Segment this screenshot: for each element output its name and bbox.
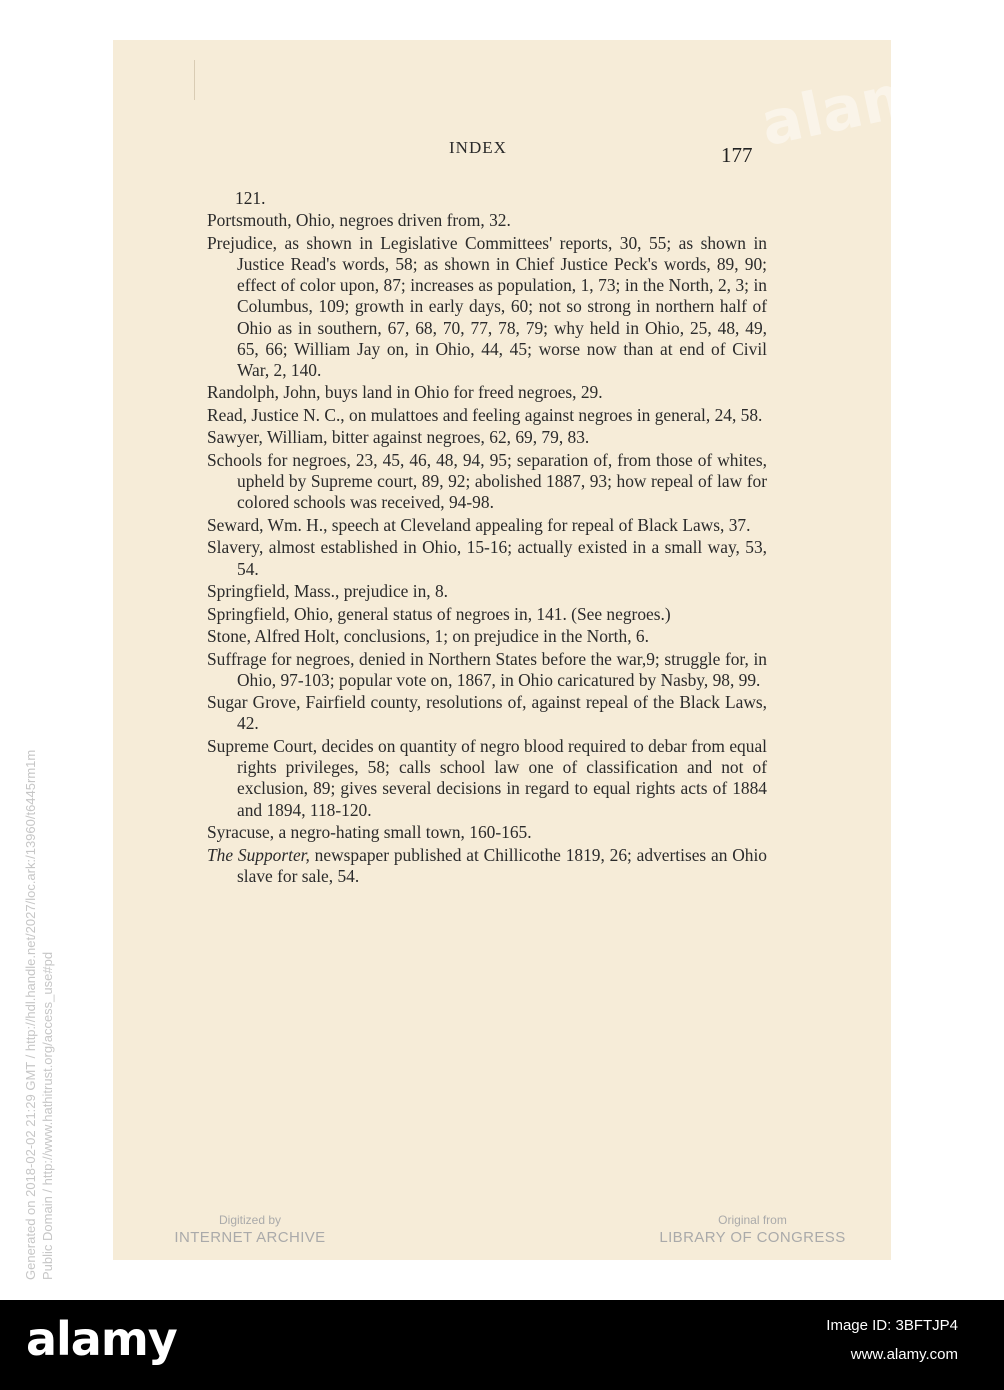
page-fold-line: [194, 60, 195, 100]
index-entry: Stone, Alfred Holt, conclusions, 1; on prejudice in the North, 6.: [207, 626, 649, 647]
watermark-line-1: Generated on 2018-02-02 21:29 GMT / http://hdl.handle.net/2027/loc.ark:/13960/t6445rm1m: [23, 749, 38, 1280]
index-entry: Supreme Court, decides on quantity of negro blood required to debar from equal rights privileges, 58; calls school law one of classification and not of exclusion, 89; gives several decisions in regard to equal rights acts of 1884 and 1894, 118-120.: [207, 735, 767, 820]
watermark-line-2: Public Domain / http://www.hathitrust.org/access_use#pd: [40, 951, 55, 1280]
index-entry: Randolph, John, buys land in Ohio for freed negroes, 29.: [207, 382, 603, 403]
footer-left-source: INTERNET ARCHIVE: [174, 1229, 326, 1246]
footer-left-caption: Digitized by: [218, 1213, 282, 1227]
page-header-title: INDEX: [449, 138, 507, 157]
hathitrust-side-watermark: [22, 750, 56, 1280]
page-number: 177: [721, 143, 753, 167]
stock-image-id: Image ID: 3BFTJP4: [826, 1317, 958, 1334]
index-entry: Schools for negroes, 23, 45, 46, 48, 94, 95; separation of, from those of whites, upheld by Supreme court, 89, 92; abolished 1887, 93; how repeal of law for colored schools was received, 94-98.: [207, 449, 767, 513]
entry-text: newspaper published at Chillicothe 1819, 26; advertises an Ohio slave for sale, 54.: [237, 844, 767, 886]
index-entry: Springfield, Ohio, general status of negroes in, 141. (See negroes.): [207, 603, 671, 624]
stock-watermark-overlay: alamy: [754, 49, 969, 161]
index-entry: Springfield, Mass., prejudice in, 8.: [207, 581, 449, 602]
index-entry: Suffrage for negroes, denied in Northern States before the war,9; struggle for, in Ohio, 97-103; popular vote on, 1867, in Ohio caricatured by Nasby, 98, 99.: [207, 648, 767, 690]
stock-logo: alamy: [26, 1312, 177, 1366]
index-entry: Portsmouth, Ohio, negroes driven from, 32.: [207, 210, 511, 231]
index-entry: Read, Justice N. C., on mulattoes and feeling against negroes in general, 24, 58.: [207, 404, 763, 425]
index-entry: Seward, Wm. H., speech at Cleveland appealing for repeal of Black Laws, 37.: [207, 514, 751, 535]
index-entry: Sugar Grove, Fairfield county, resolutions of, against repeal of the Black Laws, 42.: [207, 692, 767, 734]
newspaper-title: The Supporter,: [207, 844, 310, 865]
index-entry-last: [207, 845, 767, 887]
index-entry: Sawyer, William, bitter against negroes, 62, 69, 79, 83.: [207, 427, 590, 448]
footer-original-from: [650, 1212, 855, 1248]
footer-right-source: LIBRARY OF CONGRESS: [659, 1229, 846, 1246]
continued-line: 121.: [235, 188, 266, 208]
index-entry: Prejudice, as shown in Legislative Committees' reports, 30, 55; as shown in Justice Read's words, 58; as shown in Chief Justice Peck's words, 89, 90; effect of color upon, 87; increases as population, 1, 73; in the North, 2, 3; in Columbus, 109; growth in early days, 60; not so strong in northern half of Ohio as in southern, 67, 68, 70, 77, 78, 79; why held in Ohio, 25, 48, 49, 65, 66; William Jay on, in Ohio, 44, 45; worse now than at end of Civil War, 2, 140.: [207, 232, 767, 380]
stock-url: www.alamy.com: [850, 1346, 958, 1363]
index-body: [207, 188, 767, 888]
index-entry: Syracuse, a negro-hating small town, 160-165.: [207, 822, 532, 843]
index-entry: Slavery, almost established in Ohio, 15-16; actually existed in a small way, 53, 54.: [207, 537, 767, 579]
footer-right-caption: Original from: [718, 1213, 787, 1227]
footer-digitized-by: [160, 1212, 340, 1248]
